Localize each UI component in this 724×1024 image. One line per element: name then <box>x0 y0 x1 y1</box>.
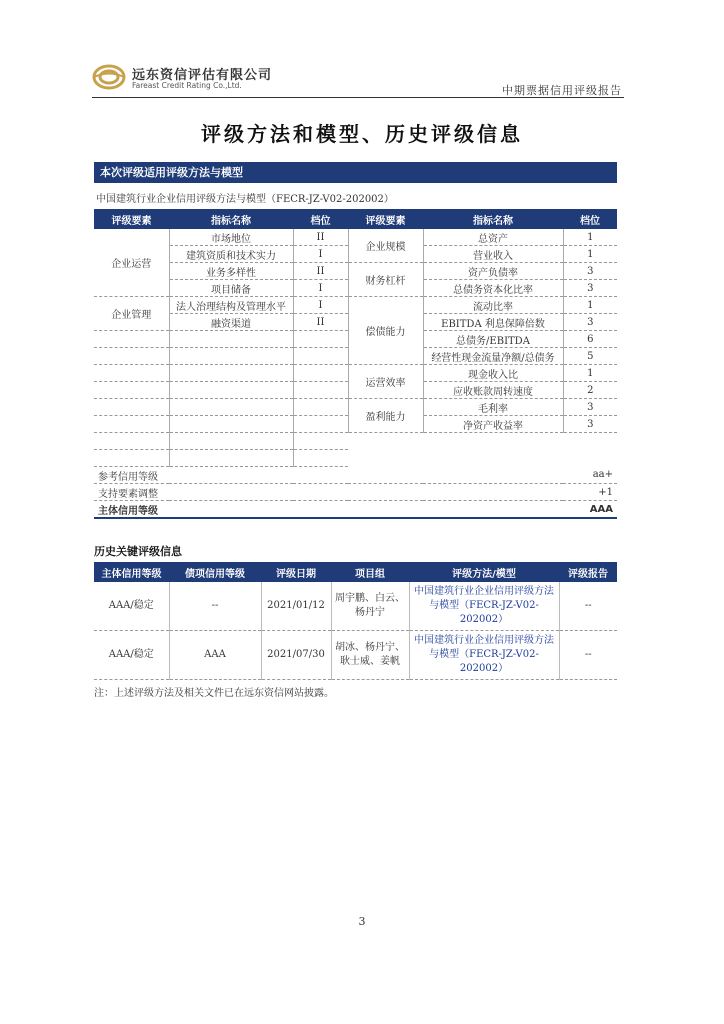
issue-rating: AAA <box>169 631 261 680</box>
empty-cell <box>293 433 348 450</box>
method-table-header <box>94 209 617 229</box>
history-title: 历史关键评级信息 <box>94 545 182 558</box>
empty-cell <box>169 416 293 433</box>
column-header: 评级要素 <box>348 209 423 229</box>
history-table <box>94 562 617 680</box>
indicator-name: 经营性现金流量净额/总债务 <box>423 348 563 365</box>
empty-cell <box>293 416 348 433</box>
method-section-bar: 本次评级适用评级方法与模型 <box>94 162 617 183</box>
factor-label: 偿债能力 <box>348 297 423 365</box>
indicator-name: 总债务资本化比率 <box>423 280 563 297</box>
empty-cell <box>169 348 293 365</box>
method-link[interactable]: 中国建筑行业企业信用评级方法与模型（FECR-JZ-V02-202002） <box>409 582 559 631</box>
indicator-name: EBITDA 利息保障倍数 <box>423 314 563 331</box>
summary-label: 支持要素调整 <box>94 484 563 501</box>
indicator-level: 1 <box>563 229 617 246</box>
indicator-name: 建筑资质和技术实力 <box>169 246 293 263</box>
empty-cell <box>94 331 169 348</box>
table-row <box>94 433 617 450</box>
table-row <box>94 365 617 382</box>
page-header <box>92 58 624 98</box>
indicator-level: II <box>293 314 348 331</box>
summary-row <box>94 501 617 519</box>
empty-cell <box>94 348 169 365</box>
empty-cell <box>293 399 348 416</box>
table-row <box>94 399 617 416</box>
column-header: 评级日期 <box>261 562 331 582</box>
entity-rating: AAA/稳定 <box>94 582 169 631</box>
empty-cell <box>169 331 293 348</box>
summary-label: 参考信用等级 <box>94 467 563 484</box>
summary-label: 主体信用等级 <box>94 501 563 519</box>
column-header: 债项信用等级 <box>169 562 261 582</box>
company-name-en: Fareast Credit Rating Co.,Ltd. <box>132 81 242 90</box>
empty-cell <box>169 365 293 382</box>
project-team: 胡冰、杨丹宁、耿士威、姜帆 <box>331 631 409 680</box>
indicator-name: 流动比率 <box>423 297 563 314</box>
company-name-cn: 远东资信评估有限公司 <box>132 68 273 83</box>
indicator-level: 6 <box>563 331 617 348</box>
project-team: 周宇鹏、白云、杨丹宁 <box>331 582 409 631</box>
indicator-level: 3 <box>563 314 617 331</box>
indicator-level: 5 <box>563 348 617 365</box>
empty-cell <box>293 348 348 365</box>
empty-cell <box>94 382 169 399</box>
empty-cell <box>94 399 169 416</box>
method-link[interactable]: 中国建筑行业企业信用评级方法与模型（FECR-JZ-V02-202002） <box>409 631 559 680</box>
empty-cell <box>94 365 169 382</box>
column-header: 评级报告 <box>559 562 617 582</box>
rating-report: -- <box>559 631 617 680</box>
header-divider <box>92 97 624 98</box>
indicator-level: II <box>293 263 348 280</box>
table-row <box>94 229 617 246</box>
factor-label: 运营效率 <box>348 365 423 399</box>
column-header: 档位 <box>563 209 617 229</box>
factor-label: 企业规模 <box>348 229 423 263</box>
indicator-level: 3 <box>563 263 617 280</box>
table-row <box>94 297 617 314</box>
column-header: 评级要素 <box>94 209 169 229</box>
empty-cell <box>169 399 293 416</box>
indicator-name: 法人治理结构及管理水平 <box>169 297 293 314</box>
indicator-level: 3 <box>563 280 617 297</box>
empty-cell <box>293 382 348 399</box>
issue-rating: -- <box>169 582 261 631</box>
indicator-name: 总债务/EBITDA <box>423 331 563 348</box>
indicator-level: 3 <box>563 416 617 433</box>
indicator-level: II <box>293 229 348 246</box>
factor-label: 财务杠杆 <box>348 263 423 297</box>
column-header: 指标名称 <box>169 209 293 229</box>
factor-label: 企业管理 <box>94 297 169 331</box>
indicator-level: 1 <box>563 246 617 263</box>
rating-date: 2021/07/30 <box>261 631 331 680</box>
indicator-name: 应收账款周转速度 <box>423 382 563 399</box>
indicator-name: 项目储备 <box>169 280 293 297</box>
empty-cell <box>293 450 348 467</box>
indicator-level: I <box>293 246 348 263</box>
empty-cell <box>94 450 169 467</box>
column-header: 项目组 <box>331 562 409 582</box>
empty-cell <box>169 450 293 467</box>
indicator-level: 1 <box>563 365 617 382</box>
indicator-name: 总资产 <box>423 229 563 246</box>
empty-cell <box>169 382 293 399</box>
indicator-name: 净资产收益率 <box>423 416 563 433</box>
indicator-level: 3 <box>563 399 617 416</box>
empty-cell <box>94 416 169 433</box>
empty-cell <box>293 331 348 348</box>
summary-value: AAA <box>563 501 617 519</box>
indicator-level: 2 <box>563 382 617 399</box>
company-logo-icon <box>92 62 126 92</box>
empty-cell <box>169 433 293 450</box>
summary-value: aa+ <box>563 467 617 484</box>
table-row <box>94 631 617 680</box>
table-row <box>94 450 617 467</box>
summary-row <box>94 467 617 484</box>
empty-cell <box>94 433 169 450</box>
indicator-level: 1 <box>563 297 617 314</box>
indicator-name: 业务多样性 <box>169 263 293 280</box>
indicator-name: 营业收入 <box>423 246 563 263</box>
rating-report: -- <box>559 582 617 631</box>
summary-value: +1 <box>563 484 617 501</box>
indicator-name: 现金收入比 <box>423 365 563 382</box>
column-header: 评级方法/模型 <box>409 562 559 582</box>
history-table-header <box>94 562 617 582</box>
column-header: 档位 <box>293 209 348 229</box>
page-number: 3 <box>358 915 366 928</box>
indicator-name: 毛利率 <box>423 399 563 416</box>
footnote: 注：上述评级方法及相关文件已在远东资信网站披露。 <box>94 688 334 699</box>
indicator-name: 资产负债率 <box>423 263 563 280</box>
table-row <box>94 263 617 280</box>
indicator-level: I <box>293 280 348 297</box>
method-table <box>94 209 617 519</box>
entity-rating: AAA/稳定 <box>94 631 169 680</box>
indicator-level: I <box>293 297 348 314</box>
page-title: 评级方法和模型、历史评级信息 <box>201 122 523 146</box>
method-name: 中国建筑行业企业信用评级方法与模型（FECR-JZ-V02-202002） <box>96 194 394 205</box>
empty-cell <box>293 365 348 382</box>
indicator-name: 融资渠道 <box>169 314 293 331</box>
summary-row <box>94 484 617 501</box>
rating-date: 2021/01/12 <box>261 582 331 631</box>
column-header: 指标名称 <box>423 209 563 229</box>
factor-label: 企业运营 <box>94 229 169 297</box>
column-header: 主体信用等级 <box>94 562 169 582</box>
factor-label: 盈利能力 <box>348 399 423 433</box>
report-type: 中期票据信用评级报告 <box>502 84 622 97</box>
table-row <box>94 582 617 631</box>
indicator-name: 市场地位 <box>169 229 293 246</box>
